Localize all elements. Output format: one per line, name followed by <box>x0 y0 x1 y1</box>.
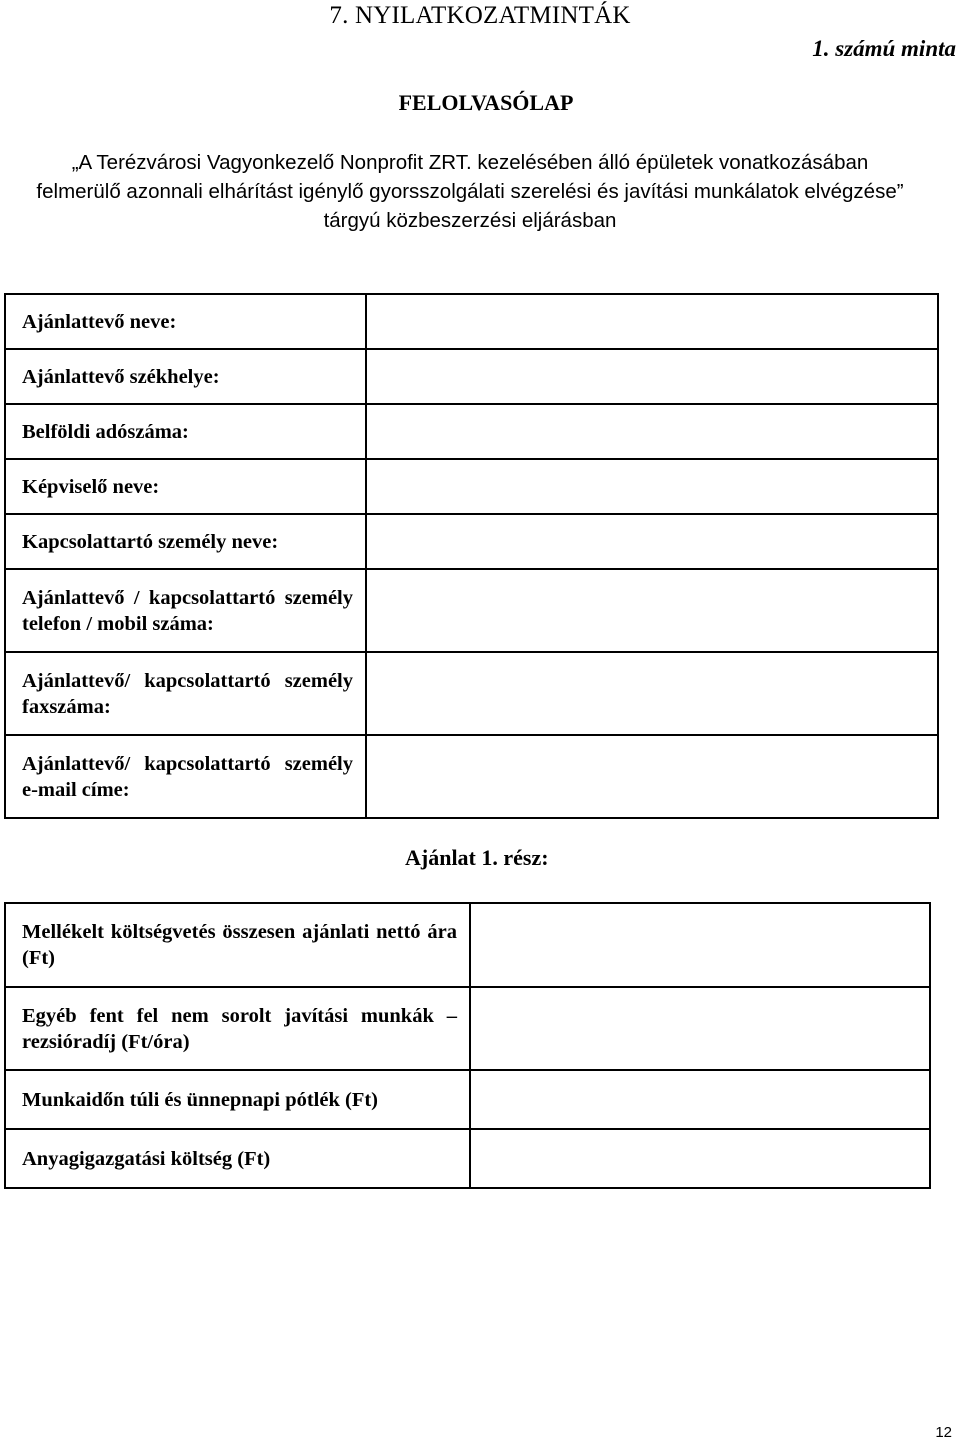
bidder-seat-label: Ajánlattevő székhelye: <box>5 349 366 404</box>
representative-name-field[interactable] <box>366 459 938 514</box>
table-row <box>5 903 930 987</box>
material-handling-cost-label: Anyagigazgatási költség (Ft) <box>5 1129 470 1188</box>
contact-person-name-label: Kapcsolattartó személy neve: <box>5 514 366 569</box>
offer-part-heading: Ajánlat 1. rész: <box>405 845 549 870</box>
sheet-title: FELOLVASÓLAP <box>398 90 574 115</box>
email-address-field[interactable] <box>366 735 938 818</box>
bidder-details-table <box>4 293 939 819</box>
section-title: 7. NYILATKOZATMINTÁK <box>329 2 631 29</box>
table-row <box>5 1129 930 1188</box>
email-address-label: Ajánlattevő/ kapcsolattartó személy e-mail címe: <box>5 735 366 818</box>
tax-number-field[interactable] <box>366 404 938 459</box>
contact-person-name-field[interactable] <box>366 514 938 569</box>
table-row <box>5 569 938 652</box>
table-row <box>5 652 938 735</box>
table-row <box>5 459 938 514</box>
sample-number-label: 1. számú minta <box>812 36 956 61</box>
phone-number-label: Ajánlattevő / kapcsolattartó személy telefon / mobil száma: <box>5 569 366 652</box>
overtime-surcharge-label: Munkaidőn túli és ünnepnapi pótlék (Ft) <box>5 1070 470 1129</box>
table-row <box>5 987 930 1070</box>
overtime-surcharge-field[interactable] <box>470 1070 930 1129</box>
fax-number-field[interactable] <box>366 652 938 735</box>
procurement-subject: „A Terézvárosi Vagyonkezelő Nonprofit ZRT. kezelésében álló épületek vonatkozásában felmerülő azonnali elhárítást igénylő gyorsszolgálati szerelési és javítási munkálatok elvégzése” tárgyú közbeszerzési eljárásban <box>36 151 904 232</box>
bidder-name-field[interactable] <box>366 294 938 349</box>
fax-number-label: Ajánlattevő/ kapcsolattartó személy faxszáma: <box>5 652 366 735</box>
table-row <box>5 349 938 404</box>
table-row <box>5 404 938 459</box>
table-row <box>5 514 938 569</box>
net-price-field[interactable] <box>470 903 930 987</box>
offer-price-table <box>4 902 931 1189</box>
table-row <box>5 294 938 349</box>
table-row <box>5 735 938 818</box>
phone-number-field[interactable] <box>366 569 938 652</box>
material-handling-cost-field[interactable] <box>470 1129 930 1188</box>
representative-name-label: Képviselő neve: <box>5 459 366 514</box>
net-price-label: Mellékelt költségvetés összesen ajánlati nettó ára (Ft) <box>5 903 470 987</box>
tax-number-label: Belföldi adószáma: <box>5 404 366 459</box>
hourly-rate-label: Egyéb fent fel nem sorolt javítási munkák – rezsióradíj (Ft/óra) <box>5 987 470 1070</box>
bidder-name-label: Ajánlattevő neve: <box>5 294 366 349</box>
page-number: 12 <box>935 1424 952 1441</box>
bidder-seat-field[interactable] <box>366 349 938 404</box>
hourly-rate-field[interactable] <box>470 987 930 1070</box>
table-row <box>5 1070 930 1129</box>
